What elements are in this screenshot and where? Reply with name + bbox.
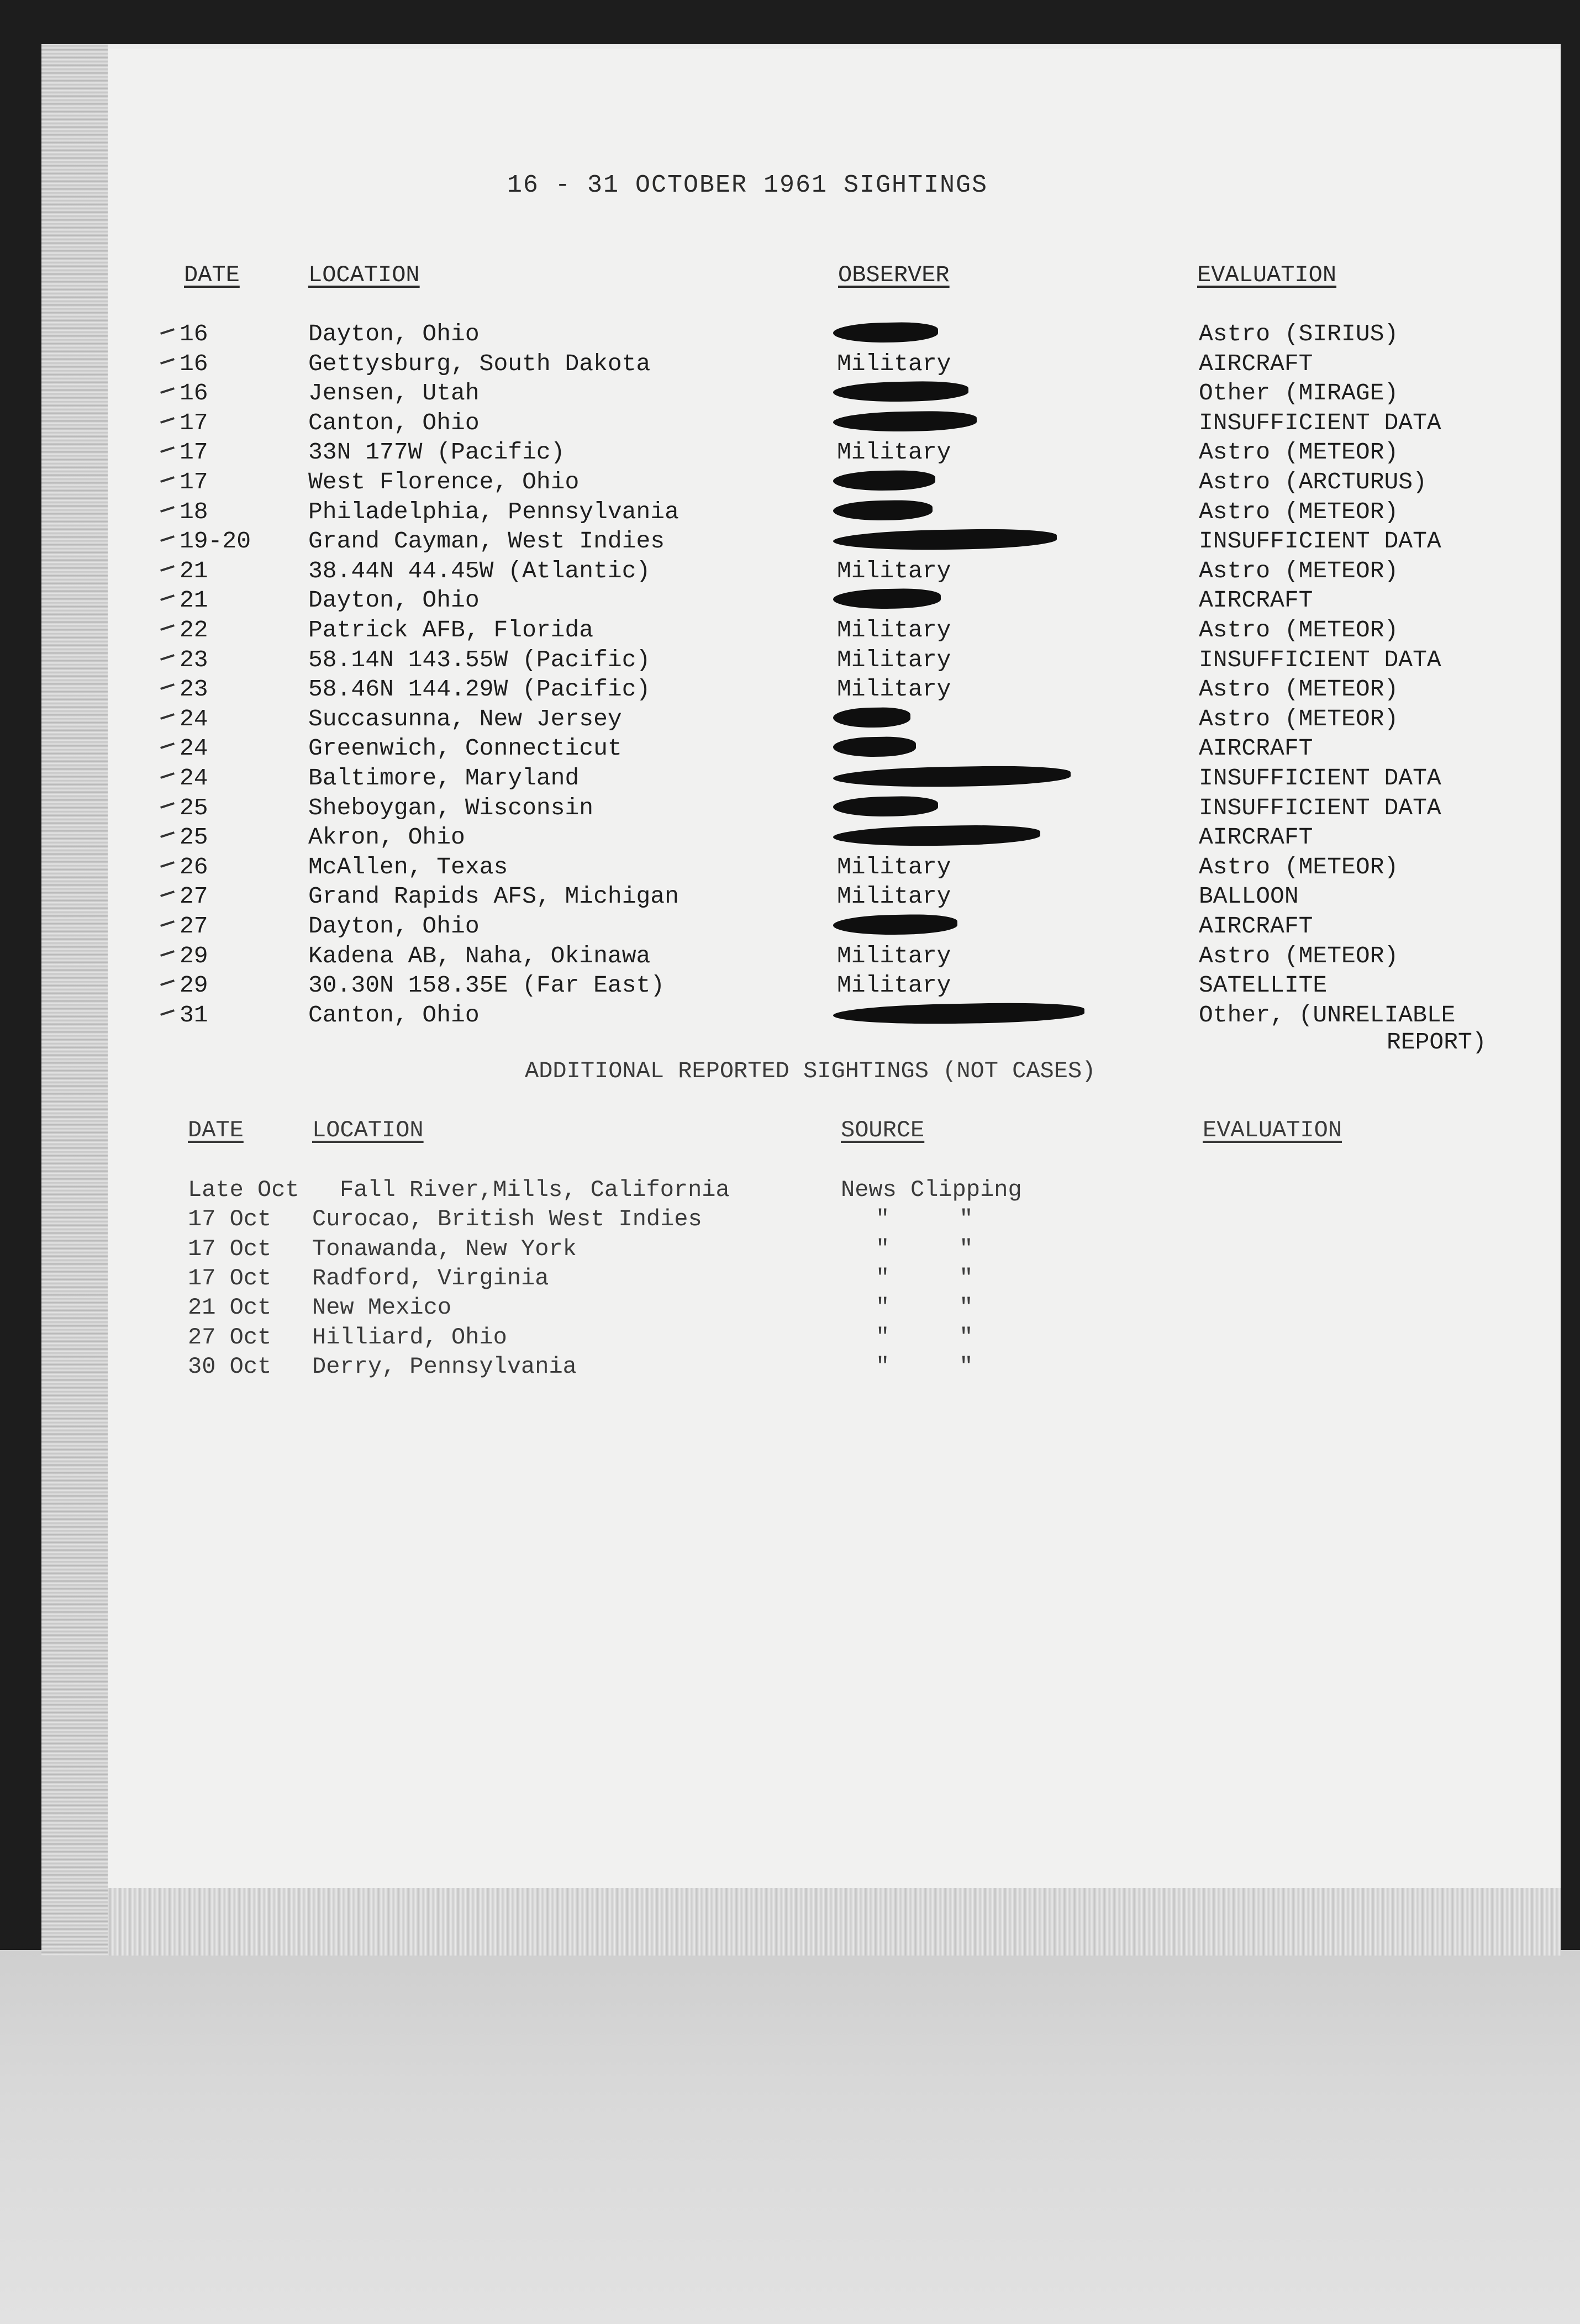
sighting-observer: Military — [837, 616, 951, 644]
sighting-row — [0, 824, 1580, 853]
tick-mark — [160, 861, 175, 868]
sighting-location: Baltimore, Maryland — [308, 765, 580, 792]
additional-date: Late Oct — [188, 1177, 299, 1203]
additional-location: Tonawanda, New York — [312, 1236, 577, 1262]
sighting-row — [0, 468, 1580, 498]
sighting-evaluation: AIRCRAFT — [1199, 735, 1313, 762]
sighting-evaluation: Other (MIRAGE) — [1199, 380, 1399, 407]
sighting-evaluation: AIRCRAFT — [1199, 587, 1313, 614]
sighting-row — [0, 883, 1580, 913]
additional-title: ADDITIONAL REPORTED SIGHTINGS (NOT CASES) — [525, 1058, 1096, 1084]
additional-source: " " — [876, 1324, 973, 1351]
additional-header-evaluation: EVALUATION — [1203, 1117, 1342, 1143]
additional-source: " " — [876, 1206, 973, 1232]
sighting-evaluation: INSUFFICIENT DATA — [1199, 765, 1441, 792]
header-location: LOCATION — [308, 262, 420, 288]
tick-mark — [160, 742, 175, 749]
tick-mark — [160, 654, 175, 661]
tick-mark — [160, 535, 175, 542]
sighting-location: Philadelphia, Pennsylvania — [308, 498, 679, 525]
additional-row — [0, 1177, 1580, 1206]
tick-mark — [160, 358, 175, 365]
sighting-row — [0, 409, 1580, 439]
tick-mark — [160, 328, 175, 335]
sighting-location: Dayton, Ohio — [308, 587, 480, 614]
scanner-background — [0, 1950, 1580, 2324]
sighting-evaluation: Astro (SIRIUS) — [1199, 320, 1399, 347]
sighting-location: Canton, Ohio — [308, 409, 480, 436]
sighting-date: 19-20 — [180, 528, 251, 555]
sighting-location: Dayton, Ohio — [308, 320, 480, 347]
sighting-location: McAllen, Texas — [308, 853, 508, 881]
sighting-location: West Florence, Ohio — [308, 468, 580, 496]
sighting-row — [0, 557, 1580, 587]
sighting-date: 31 — [180, 1002, 208, 1029]
sighting-location: Grand Cayman, West Indies — [308, 528, 665, 555]
sighting-observer: Military — [837, 350, 951, 377]
additional-source: " " — [876, 1294, 973, 1321]
sighting-evaluation: AIRCRAFT — [1199, 824, 1313, 851]
additional-date: 17 Oct — [188, 1206, 272, 1232]
sighting-date: 24 — [180, 765, 208, 792]
sighting-date: 27 — [180, 913, 208, 940]
sighting-row — [0, 646, 1580, 676]
additional-source: " " — [876, 1236, 973, 1262]
tick-mark — [160, 594, 175, 601]
tick-mark — [160, 802, 175, 809]
additional-date: 17 Oct — [188, 1265, 272, 1292]
tick-mark — [160, 950, 175, 957]
sighting-location: 30.30N 158.35E (Far East) — [308, 972, 665, 999]
tick-mark — [160, 1009, 175, 1016]
redaction-mark — [833, 528, 1057, 551]
sighting-evaluation: AIRCRAFT — [1199, 350, 1313, 377]
tick-mark — [160, 890, 175, 897]
sighting-date: 21 — [180, 587, 208, 614]
sighting-row — [0, 320, 1580, 350]
tick-mark — [160, 417, 175, 424]
additional-header-source: SOURCE — [841, 1117, 925, 1143]
sighting-location: Patrick AFB, Florida — [308, 616, 594, 644]
sighting-location: 58.46N 144.29W (Pacific) — [308, 676, 651, 703]
sighting-location: Succasunna, New Jersey — [308, 705, 622, 732]
redaction-mark — [833, 588, 941, 609]
sighting-location: Gettysburg, South Dakota — [308, 350, 651, 377]
sighting-observer: Military — [837, 853, 951, 881]
sighting-row — [0, 1002, 1580, 1031]
additional-row — [0, 1324, 1580, 1354]
sighting-row — [0, 528, 1580, 557]
redaction-mark — [833, 765, 1071, 788]
additional-location: Hilliard, Ohio — [312, 1324, 507, 1351]
sighting-evaluation: Astro (METEOR) — [1199, 498, 1399, 525]
header-observer: OBSERVER — [838, 262, 950, 288]
sighting-location: 38.44N 44.45W (Atlantic) — [308, 557, 651, 584]
additional-location: Radford, Virginia — [312, 1265, 549, 1292]
sighting-date: 29 — [180, 942, 208, 969]
sighting-location: Canton, Ohio — [308, 1002, 480, 1029]
sighting-date: 24 — [180, 705, 208, 732]
sighting-date: 26 — [180, 853, 208, 881]
redaction-mark — [833, 410, 977, 433]
sighting-date: 16 — [180, 320, 208, 347]
sighting-row — [0, 972, 1580, 1002]
additional-location: Curocao, British West Indies — [312, 1206, 702, 1232]
additional-date: 30 Oct — [188, 1353, 272, 1380]
sighting-evaluation: INSUFFICIENT DATA — [1199, 528, 1441, 555]
sighting-row — [0, 765, 1580, 794]
sighting-location: Dayton, Ohio — [308, 913, 480, 940]
sighting-row — [0, 735, 1580, 765]
additional-header-date: DATE — [188, 1117, 244, 1143]
redaction-mark — [833, 1002, 1085, 1026]
tick-mark — [160, 831, 175, 838]
additional-source: " " — [876, 1353, 973, 1380]
tick-mark — [160, 387, 175, 394]
redaction-mark — [833, 470, 936, 491]
sighting-date: 21 — [180, 557, 208, 584]
sighting-evaluation: INSUFFICIENT DATA — [1199, 794, 1441, 821]
sighting-location: Grand Rapids AFS, Michigan — [308, 883, 679, 910]
tick-mark — [160, 565, 175, 572]
redaction-mark — [833, 707, 911, 728]
sighting-row — [0, 794, 1580, 824]
header-evaluation: EVALUATION — [1197, 262, 1337, 288]
redaction-mark — [833, 381, 969, 403]
sighting-evaluation: INSUFFICIENT DATA — [1199, 409, 1441, 436]
sighting-row — [0, 705, 1580, 735]
page-title: 16 - 31 OCTOBER 1961 SIGHTINGS — [507, 171, 988, 199]
additional-source: News Clipping — [841, 1177, 1022, 1203]
sighting-date: 17 — [180, 409, 208, 436]
sighting-evaluation: Astro (METEOR) — [1199, 557, 1399, 584]
additional-date: 27 Oct — [188, 1324, 272, 1351]
sighting-date: 23 — [180, 646, 208, 673]
sighting-date: 16 — [180, 350, 208, 377]
sighting-row — [0, 350, 1580, 380]
sighting-date: 25 — [180, 794, 208, 821]
film-edge-bottom — [108, 1888, 1561, 1956]
sighting-evaluation: SATELLITE — [1199, 972, 1328, 999]
sighting-evaluation: Astro (METEOR) — [1199, 439, 1399, 466]
additional-row — [0, 1294, 1580, 1324]
sighting-row — [0, 676, 1580, 705]
additional-row — [0, 1236, 1580, 1266]
sighting-row — [0, 616, 1580, 646]
sighting-evaluation: Astro (ARCTURUS) — [1199, 468, 1427, 496]
sighting-row — [0, 498, 1580, 528]
sighting-observer: Military — [837, 676, 951, 703]
sighting-location: Greenwich, Connecticut — [308, 735, 622, 762]
sighting-row — [0, 587, 1580, 616]
tick-mark — [160, 476, 175, 483]
sighting-date: 17 — [180, 439, 208, 466]
tick-mark — [160, 624, 175, 631]
redaction-mark — [833, 322, 939, 343]
sighting-row — [0, 942, 1580, 972]
sighting-date: 24 — [180, 735, 208, 762]
sighting-date: 25 — [180, 824, 208, 851]
sighting-location: Kadena AB, Naha, Okinawa — [308, 942, 651, 969]
tick-mark — [160, 446, 175, 453]
additional-row — [0, 1265, 1580, 1295]
tick-mark — [160, 772, 175, 779]
additional-date: 17 Oct — [188, 1236, 272, 1262]
sighting-date: 16 — [180, 380, 208, 407]
sighting-date: 27 — [180, 883, 208, 910]
sighting-evaluation: Other, (UNRELIABLE — [1199, 1002, 1456, 1029]
sighting-row — [0, 853, 1580, 883]
sighting-evaluation: Astro (METEOR) — [1199, 616, 1399, 644]
tick-mark — [160, 979, 175, 986]
tick-mark — [160, 920, 175, 927]
sighting-observer: Military — [837, 646, 951, 673]
sighting-observer: Military — [837, 439, 951, 466]
sighting-row — [0, 380, 1580, 409]
sighting-evaluation: BALLOON — [1199, 883, 1299, 910]
additional-date: 21 Oct — [188, 1294, 272, 1321]
tick-mark — [160, 713, 175, 720]
additional-row — [0, 1353, 1580, 1383]
redaction-mark — [833, 795, 939, 817]
sighting-location: Jensen, Utah — [308, 380, 480, 407]
additional-source: " " — [876, 1265, 973, 1292]
sighting-date: 29 — [180, 972, 208, 999]
sighting-observer: Military — [837, 557, 951, 584]
tick-mark — [160, 683, 175, 690]
sighting-evaluation: Astro (METEOR) — [1199, 853, 1399, 881]
sighting-date: 17 — [180, 468, 208, 496]
additional-row — [0, 1206, 1580, 1236]
sighting-evaluation: Astro (METEOR) — [1199, 705, 1399, 732]
additional-header-location: LOCATION — [312, 1117, 424, 1143]
redaction-mark — [833, 914, 958, 936]
sighting-row — [0, 439, 1580, 468]
sighting-row — [0, 913, 1580, 942]
sighting-observer: Military — [837, 942, 951, 969]
sighting-date: 22 — [180, 616, 208, 644]
redaction-mark — [833, 824, 1041, 848]
tick-mark — [160, 506, 175, 513]
sighting-evaluation: Astro (METEOR) — [1199, 676, 1399, 703]
header-date: DATE — [184, 262, 240, 288]
sighting-evaluation: AIRCRAFT — [1199, 913, 1313, 940]
sighting-date: 23 — [180, 676, 208, 703]
additional-location: Fall River,Mills, California — [340, 1177, 730, 1203]
redaction-mark — [833, 499, 933, 521]
redaction-mark — [833, 736, 917, 758]
sighting-date: 18 — [180, 498, 208, 525]
sighting-observer: Military — [837, 883, 951, 910]
sighting-evaluation: Astro (METEOR) — [1199, 942, 1399, 969]
sighting-observer: Military — [837, 972, 951, 999]
additional-location: Derry, Pennsylvania — [312, 1353, 577, 1380]
additional-location: New Mexico — [312, 1294, 452, 1321]
sighting-location: Sheboygan, Wisconsin — [308, 794, 594, 821]
evaluation-continuation: REPORT) — [1387, 1029, 1487, 1056]
sighting-evaluation: INSUFFICIENT DATA — [1199, 646, 1441, 673]
sighting-location: 33N 177W (Pacific) — [308, 439, 565, 466]
sighting-location: Akron, Ohio — [308, 824, 465, 851]
sighting-location: 58.14N 143.55W (Pacific) — [308, 646, 651, 673]
